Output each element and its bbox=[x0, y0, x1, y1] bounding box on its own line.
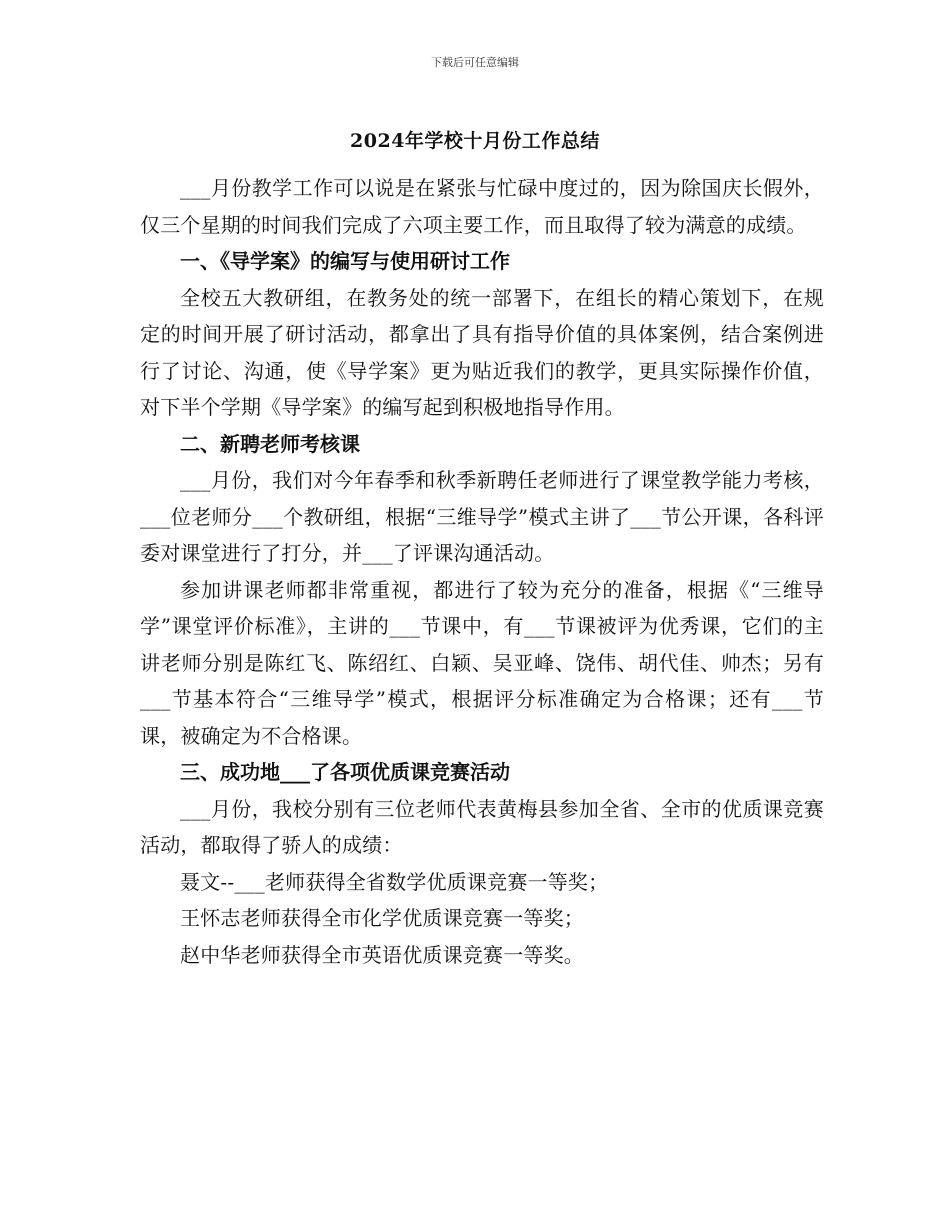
paragraph-section-2b: 参加讲课老师都非常重视，都进行了较为充分的准备，根据《“三维导学”课堂评价标准》，主讲的___节课中，有___节课被评为优秀课，它们的主讲老师分别是陈红飞、陈绍红、白颖、吴亚峰、饶伟、胡代佳、帅杰；另有___节基本符合“三维导学”模式，根据评分标准确定为合格课；还有___节课，被确定为不合格课。 bbox=[140, 577, 824, 748]
paragraph-section-3: ___月份，我校分别有三位老师代表黄梅县参加全省、全市的优质课竞赛活动，都取得了骄人的成绩： bbox=[140, 796, 824, 857]
section-heading-2: 二、新聘老师考核课 bbox=[180, 431, 360, 456]
section-heading-1: 一、《导学案》的编写与使用研讨工作 bbox=[180, 249, 510, 273]
paragraph-section-1: 全校五大教研组，在教务处的统一部署下，在组长的精心策划下，在规定的时间开展了研讨活动，都拿出了具有指导价值的具体案例，结合案例进行了讨论、沟通，使《导学案》更为贴近我们的教学，更具实际操作价值，对下半个学期《导学案》的编写起到积极地指导作用。 bbox=[140, 285, 824, 419]
award-line-1: 聂文--___老师获得全省数学优质课竞赛一等奖； bbox=[180, 869, 609, 894]
document-title: 2024年学校十月份工作总结 bbox=[350, 130, 600, 152]
document-body bbox=[140, 170, 824, 973]
award-line-3: 赵中华老师获得全市英语优质课竞赛一等奖。 bbox=[180, 942, 584, 967]
page-header-note: 下载后可任意编辑 bbox=[431, 56, 519, 69]
section-heading-3: 三、成功地___了各项优质课竞赛活动 bbox=[180, 760, 510, 784]
paragraph-section-2a: ___月份，我们对今年春季和秋季新聘任老师进行了课堂教学能力考核，___位老师分___个教研组，根据“三维导学”模式主讲了___节公开课，各科评委对课堂进行了打分，并___了评课沟通活动。 bbox=[140, 468, 824, 565]
award-line-2: 王怀志老师获得全市化学优质课竞赛一等奖； bbox=[180, 906, 584, 930]
paragraph-intro: ___月份教学工作可以说是在紧张与忙碌中度过的，因为除国庆长假外，仅三个星期的时间我们完成了六项主要工作，而且取得了较为满意的成绩。 bbox=[140, 176, 824, 237]
